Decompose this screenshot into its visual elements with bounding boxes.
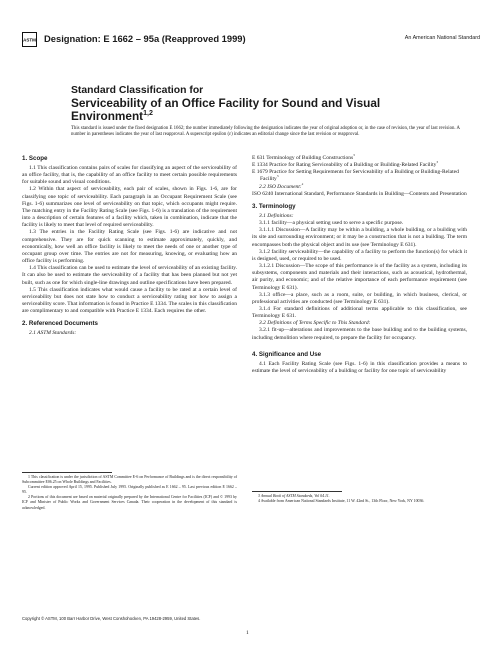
document-title <box>71 85 451 123</box>
paragraph: 3.1.1.1 Discussion—A facility may be within a building, a whole building, or a building with its site and surrounding environment; or it may be a construction that is not a building. The term encompasses both the physical object and its use (see Terminology E 631). <box>252 227 467 248</box>
section-heading: 1. Scope <box>22 155 48 162</box>
copyright-notice: Copyright © ASTM, 100 Barr Harbor Drive, West Conshohocken, PA 19428-2959, United States. <box>22 616 201 621</box>
paragraph: 3.1.3 office—a place, such as a room, suite, or building, in which business, clerical, or professional activities are conducted (see Terminology E 631). <box>252 291 467 305</box>
paragraph: 3.1 Definitions: <box>259 212 294 219</box>
footnote: 2 Portions of this document are based on material originally prepared by the International Centre for Facilities (ICF) and © 1993 by ICF and Minister of Public Works and Government Services Canada. Their cooperation in the development of this standard is acknowledged. <box>22 495 237 510</box>
title-line: Environment$^{1,2}$ <box>71 109 153 123</box>
section-heading: 3. Terminology <box>252 202 296 210</box>
document-header <box>22 32 480 48</box>
right-column <box>252 155 467 375</box>
paragraph: 3.1.1 facility—a physical setting used to serve a specific purpose. <box>259 220 404 227</box>
footnote: 3 Annual Book of ASTM Standards, Vol 04.11. <box>258 494 330 498</box>
designation: Designation: E 1662 – 95a (Reapproved 1999) <box>44 33 246 44</box>
paragraph: 3.2.1 fit-up—alterations and improvements to the base building and to the building systems, including demolition where required, to prepare the facility for occupancy. <box>252 327 467 341</box>
paragraph: 2.1 ASTM Standards: <box>29 330 77 337</box>
reference-item: E 631 Terminology of Building Constructions$^3$ <box>252 153 355 161</box>
paragraph: 3.1.2.1 Discussion—The scope of this performance is of the facility as a system, including its subsystems, components and materials and their interactions, such as acoustical, hydrothermal, air purity, and economic; and of the relative importance of each performance requirement (see Terminology E 631). <box>252 263 467 291</box>
designation-notice: This standard is issued under the fixed designation E 1662; the number immediately following the designation indicates the year of original adoption or, in the case of revision, the year of last revision. A number in parentheses indicates the year of last reapproval. A superscript epsilon (ε) indicates an editorial change since the last revision or reapproval. <box>71 126 460 138</box>
title-line: Standard Classification for <box>71 85 204 96</box>
paragraph: 1.1 This classification contains pairs of scales for classifying an aspect of the serviceability of an office facility, that is, the capability of an office facility to meet certain possible requirements for suitable sound and visual conditions. <box>22 165 237 186</box>
reference-item: ISO 6240 International Standard, Performance Standards in Building—Contents and Presentation <box>252 190 467 197</box>
footnote-divider <box>22 472 112 473</box>
svg-text:ASTM: ASTM <box>23 37 36 43</box>
left-column <box>22 155 237 337</box>
footnote: 4 Available from American National Standards Institute, 11 W. 42nd St., 13th Floor, New York, NY 10036. <box>258 499 425 504</box>
paragraph: 1.2 Within that aspect of serviceability, each pair of scales, shown in Figs. 1-6, are for classifying one topic of serviceability. Each paragraph in an Occupant Requirement Scale (see Figs. 1-6) summarizes one level of serviceability on that topic, which occupants might require. The matching entry in the Facility Rating Scale (see Figs. 1-6) is a translation of the requirement into a description of certain features of a facility which, taken in combination, indicate that the facility is likely to meet that level of required serviceability. <box>22 186 237 229</box>
reference-item: E 1334 Practice for Rating Serviceability of a Building or Building-Related Facility$^3$ <box>252 160 439 169</box>
footnote: 1 This classification is under the jurisdiction of ASTM Committee E-6 on Performance of Buildings and is the direct responsibility of Subcommittee E06.25 on Whole Buildings and Facilities. <box>22 475 237 485</box>
title-line: Serviceability of an Office Facility for Sound and Visual <box>71 96 381 110</box>
paragraph: 1.5 This classification indicates what would cause a facility to be rated at a certain level of serviceability but does not state how to conduct a serviceability rating nor how to assign a serviceability score. That information is found in Practice E 1334. The scales in this classification are complimentary to and compatible with Practice E 1334. Each requires the other. <box>22 286 237 315</box>
footnotes-right <box>252 494 467 504</box>
reference-item: E 1679 Practice for Setting Requirements for Serviceability of a Building or Building-Related Facility$^3$ <box>252 169 459 183</box>
paragraph: 3.2 Definitions of Terms Specific to This Standard: <box>259 320 371 327</box>
paragraph: 4.1 Each Facility Rating Scale (see Figs. 1-6) in this classification provides a means to estimate the level of serviceability of a building or facility for one topic of serviceability <box>252 360 467 374</box>
footnotes-left <box>22 475 237 511</box>
footnote: Current edition approved April 15, 1995. Published July 1995. Originally published as E 1662 – 95. Last previous edition E 1662 – 95. <box>22 485 237 495</box>
paragraph: 2.2 ISO Document:$^4$ <box>259 181 304 190</box>
paragraph: 1.3 The entries in the Facility Rating Scale (see Figs. 1-6) are indicative and not comprehensive. They are for quick scanning to estimate approximately, quickly, and economically, how well an office facility is likely to meet the needs of one or another type of occupant group over time. The entries are not for measuring, knowing, or evaluating how an office facility is performing. <box>22 229 237 265</box>
astm-logo-icon <box>22 32 37 47</box>
paragraph: 1.4 This classification can be used to estimate the level of serviceability of an existing facility. It can also be used to estimate the serviceability of a facility that has been planned but not yet built, such as one for which single-line drawings and outline specifications have been prepared. <box>22 265 237 286</box>
paragraph: 3.1.2 facility serviceability—the capability of a facility to perform the function(s) for which it is designed, used, or required to be used. <box>252 248 467 262</box>
section-heading: 4. Significance and Use <box>252 350 322 358</box>
standard-organization: An American National Standard <box>404 35 480 41</box>
page-number: 1 <box>246 630 249 636</box>
footnote-ref: 1,2 <box>143 109 153 118</box>
footnote-divider <box>252 491 342 492</box>
paragraph: 3.1.4 For standard definitions of additional terms applicable to this classification, see Terminology E 631. <box>252 305 467 320</box>
section-heading: 2. Referenced Documents <box>22 320 98 328</box>
